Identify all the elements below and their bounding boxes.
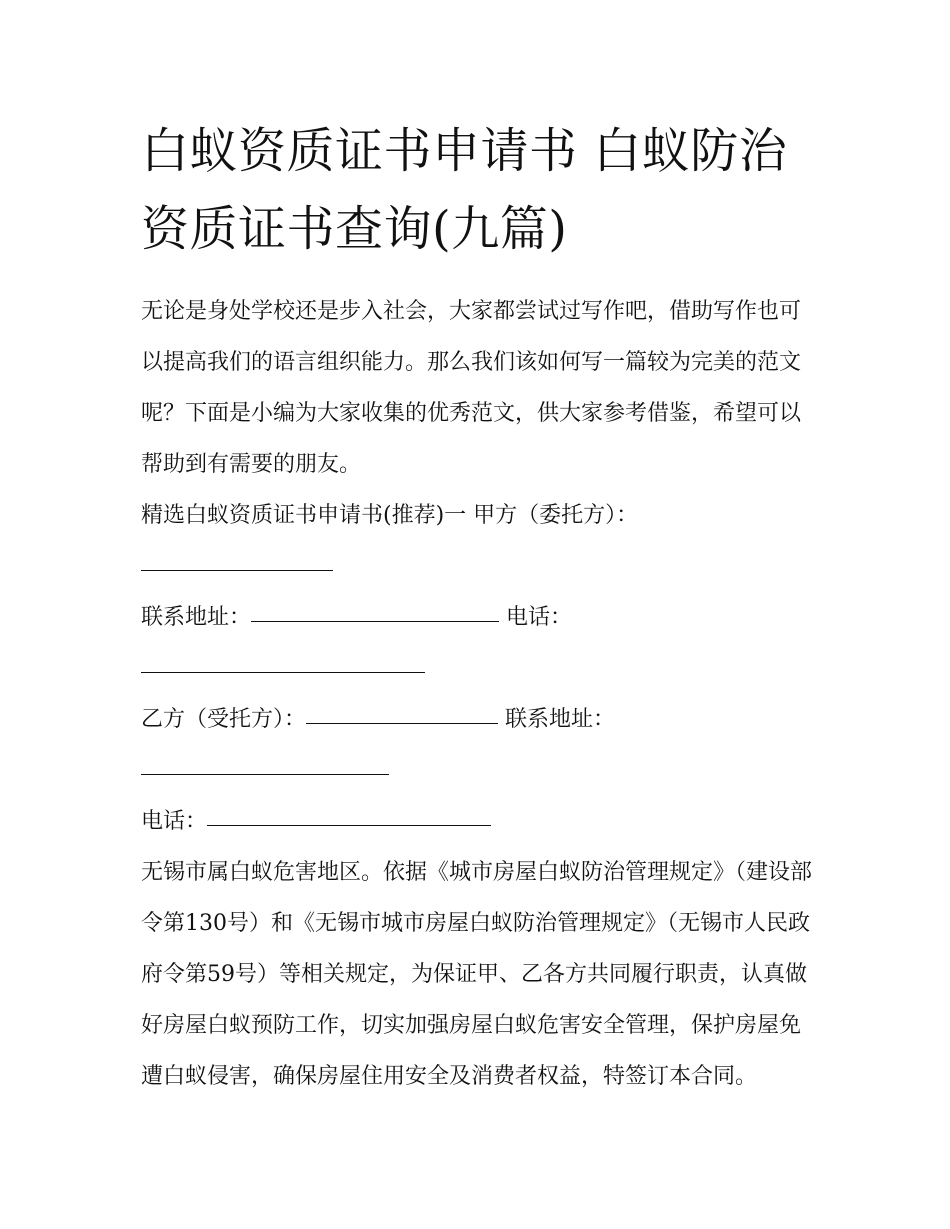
contact-address-blank-2 [141, 744, 389, 775]
phone-blank-2 [207, 795, 491, 826]
contact-address-blank [251, 591, 499, 622]
phone-label: 电话： [506, 605, 573, 630]
phone-label-2: 电话： [141, 809, 208, 834]
body-paragraph: 无锡市属白蚁危害地区。依据《城市房屋白蚁防治管理规定》（建设部令第130号）和《无锡市城市房屋白蚁防治管理规定》（无锡市人民政府令第59号）等相关规定，为保证甲、乙各方共同履行职责，认真做好房屋白蚁预防工作，切实加强房屋白蚁危害安全管理，保护房屋免遭白蚁侵害，确保房屋住用安全及消费者权益，特签订本合同。 [141, 860, 813, 1089]
title-line-1: 白蚁资质证书申请书 白蚁防治 [141, 123, 788, 179]
party-a-line [141, 490, 821, 592]
contact-address-label: 联系地址： [141, 605, 252, 630]
phone-line-2 [141, 796, 821, 847]
party-b-label: 乙方（受托方）： [141, 707, 307, 732]
section-heading: 精选白蚁资质证书申请书(推荐)一 甲方（委托方）： [141, 503, 639, 528]
document-page [141, 112, 821, 1102]
contact-address-label-2: 联系地址： [505, 707, 616, 732]
contact-line-1 [141, 592, 821, 694]
intro-paragraph: 无论是身处学校还是步入社会，大家都尝试过写作吧，借助写作也可以提高我们的语言组织能力。那么我们该如何写一篇较为完美的范文呢？下面是小编为大家收集的优秀范文，供大家参考借鉴，希望可以帮助到有需要的朋友。 [141, 299, 802, 477]
party-b-line [141, 694, 821, 796]
party-b-blank [306, 693, 498, 724]
title-line-2: 资质证书查询(九篇) [141, 201, 568, 257]
party-a-blank [141, 540, 333, 571]
document-title [141, 112, 821, 268]
phone-blank [141, 642, 425, 673]
